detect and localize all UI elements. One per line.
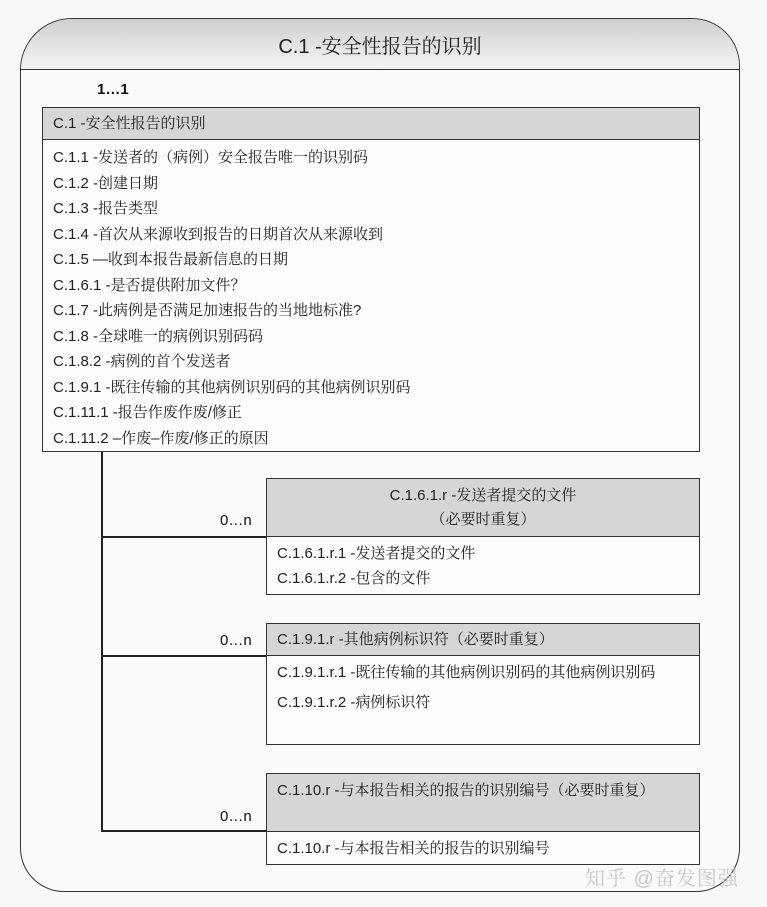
- field-item: C.1.8.2 -病例的首个发送者: [53, 353, 231, 370]
- field-item: C.1.6.1 -是否提供附加文件？: [53, 276, 246, 294]
- field-item: C.1.9.1.r.2 -病例标识符: [277, 694, 431, 711]
- main-entity-box: [42, 107, 700, 452]
- field-item: C.1.8 -全球唯一的病例识别码码: [53, 327, 264, 345]
- field-item: C.1.3 -报告类型: [53, 200, 159, 217]
- field-item: C.1.7 -此病例是否满足加速报告的当地地标准?: [53, 302, 362, 319]
- field-item: C.1.9.1.r.1 -既往传输的其他病例识别码的其他病例识别码: [277, 664, 656, 681]
- sub1-header-line2: （必要时重复）: [430, 511, 536, 528]
- field-item: C.1.5 —收到本报告最新信息的日期: [53, 251, 289, 268]
- field-item: C.1.9.1 -既往传输的其他病例识别码的其他病例识别码: [53, 378, 411, 396]
- sub-entity-box-documents: [266, 478, 700, 595]
- sub1-fields: [267, 537, 699, 591]
- field-item: C.1.1 -发送者的（病例）安全报告唯一的识别码: [53, 149, 369, 166]
- sub2-fields: [267, 656, 699, 715]
- field-item: C.1.11.2 –作废–作废/修正的原因: [53, 429, 269, 447]
- field-item: C.1.4 -首次从来源收到报告的日期首次从来源收到: [53, 225, 384, 243]
- sub1-multiplicity: 0…n: [220, 512, 252, 529]
- field-item: C.1.6.1.r.1 -发送者提交的文件: [277, 545, 476, 562]
- field-item: C.1.6.1.r.2 -包含的文件: [277, 570, 431, 587]
- field-item: C.1.10.r -与本报告相关的报告的识别编号: [277, 840, 550, 857]
- connector-sub2: [101, 655, 267, 657]
- frame-title: C.1 -安全性报告的识别: [21, 19, 739, 70]
- watermark: 知乎 @奋发图强: [585, 868, 739, 890]
- sub-entity-box-other-identifiers: [266, 623, 700, 745]
- sub2-header: C.1.9.1.r -其他病例标识符（必要时重复）: [267, 624, 699, 656]
- sub3-multiplicity: 0…n: [220, 808, 252, 825]
- sub2-multiplicity: 0…n: [220, 632, 252, 649]
- sub1-header: [267, 479, 699, 537]
- main-entity-header: C.1 -安全性报告的识别: [43, 108, 699, 140]
- connector-sub3: [101, 830, 267, 832]
- sub3-header: C.1.10.r -与本报告相关的报告的识别编号（必要时重复）: [267, 774, 699, 832]
- sub-entity-box-related-reports: [266, 773, 700, 865]
- main-entity-fields: [43, 140, 699, 451]
- sub1-header-line1: C.1.6.1.r -发送者提交的文件: [389, 487, 577, 504]
- sub3-fields: [267, 832, 699, 861]
- connector-vertical: [101, 452, 103, 832]
- connector-sub1: [101, 536, 267, 538]
- field-item: C.1.11.1 -报告作废作废/修正: [53, 404, 242, 421]
- field-item: C.1.2 -创建日期: [53, 174, 159, 192]
- main-multiplicity: 1…1: [97, 81, 129, 98]
